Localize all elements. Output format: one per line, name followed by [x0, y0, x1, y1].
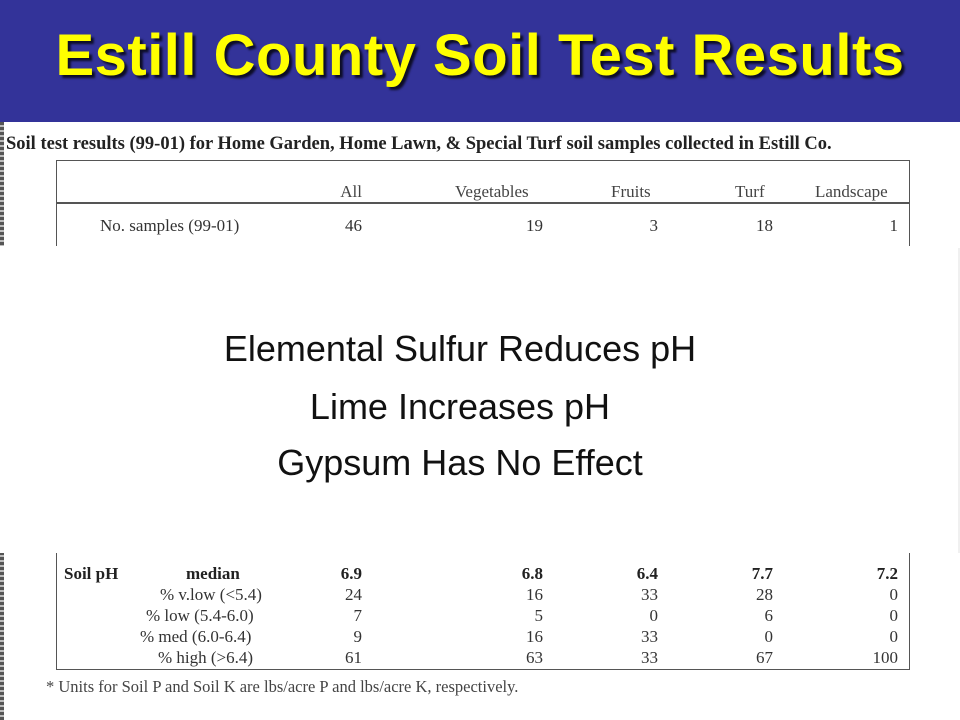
table-caption: Soil test results (99-01) for Home Garden, Home Lawn, & Special Turf soil samples collected in Estill Co. — [6, 134, 832, 154]
table-cell: 7 — [353, 606, 362, 625]
ph-row-label: median — [186, 564, 240, 583]
table-rule — [56, 202, 910, 204]
table-cell: 0 — [649, 606, 658, 625]
column-header-fruits: Fruits — [611, 182, 651, 201]
table-cell: 0 — [889, 606, 898, 625]
table-cell: 0 — [889, 627, 898, 646]
table-cell: 6.4 — [636, 564, 658, 583]
table-cell: 19 — [526, 216, 543, 235]
table-cell: 33 — [641, 585, 658, 604]
table-cell: 24 — [345, 585, 362, 604]
table-cell: 9 — [353, 627, 362, 646]
table-cell: 63 — [526, 648, 543, 667]
ph-section-label: Soil pH — [64, 564, 119, 583]
table-cell: 7.7 — [751, 564, 773, 583]
ph-row-label: % high (>6.4) — [158, 648, 254, 667]
table-cell: 1 — [889, 216, 898, 235]
column-header-all: All — [340, 182, 362, 201]
table-cell: 3 — [649, 216, 658, 235]
ph-row-label: % v.low (<5.4) — [160, 585, 262, 604]
slide-title: Estill County Soil Test Results — [55, 23, 905, 88]
table-cell: 6 — [764, 606, 773, 625]
table-cell: 16 — [526, 585, 543, 604]
ph-row-label: % med (6.0-6.4) — [140, 627, 252, 646]
statement-sulfur: Elemental Sulfur Reduces pH — [223, 328, 697, 369]
table-cell: 6.9 — [340, 564, 362, 583]
samples-row-label: No. samples (99-01) — [100, 216, 240, 235]
table-cell: 5 — [534, 606, 543, 625]
table-cell: 16 — [526, 627, 543, 646]
statement-overlay — [0, 248, 960, 553]
table-cell: 46 — [345, 216, 362, 235]
table-cell: 18 — [756, 216, 773, 235]
table-cell: 0 — [764, 627, 773, 646]
table-cell: 7.2 — [876, 564, 898, 583]
table-cell: 33 — [641, 627, 658, 646]
table-cell: 67 — [756, 648, 773, 667]
ph-row-label: % low (5.4-6.0) — [146, 606, 254, 625]
table-cell: 6.8 — [521, 564, 543, 583]
table-cell: 100 — [872, 648, 898, 667]
statement-gypsum: Gypsum Has No Effect — [277, 442, 643, 483]
table-cell: 61 — [345, 648, 362, 667]
column-header-vegetables: Vegetables — [455, 182, 529, 201]
column-header-landscape: Landscape — [815, 182, 888, 201]
scan-edge — [0, 122, 4, 246]
table-cell: 0 — [889, 585, 898, 604]
table-footnote: * Units for Soil P and Soil K are lbs/acre P and lbs/acre K, respectively. — [46, 677, 519, 696]
title-bar — [0, 0, 960, 122]
scan-edge — [0, 552, 4, 720]
table-cell: 28 — [756, 585, 773, 604]
statement-lime: Lime Increases pH — [309, 386, 611, 427]
column-header-turf: Turf — [735, 182, 765, 201]
table-cell: 33 — [641, 648, 658, 667]
